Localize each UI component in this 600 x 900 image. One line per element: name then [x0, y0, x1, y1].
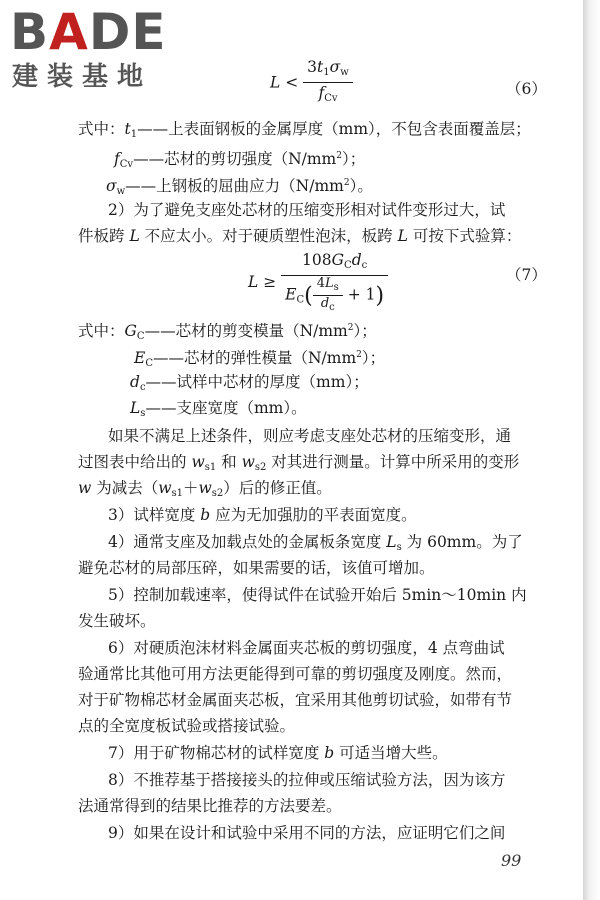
logo-subtitle: 建装基地 [12, 62, 153, 92]
def-t1: 式中：$t_1——$上表面钢板的金属厚度（mm），不包含表面覆盖层； [78, 120, 531, 140]
para-4-line-1: 4）通常支座及加载点处的金属板条宽度 $L_s$ 为 60mm。为了 [108, 533, 523, 553]
para-b-line-3: w 为减去$(w_{s1}+w_{s2})$后的修正值。 [78, 479, 332, 499]
page-edge-shadow [583, 0, 600, 900]
para-6-line-2: 验通常比其他可用方法更能得到可靠的剪切强度及刚度。然而， [78, 665, 513, 683]
def-dc: $d_c——$试样中芯材的厚度（mm）； [130, 373, 369, 393]
para-2-line-2: 件板跨 L 不应太小。对于硬质塑性泡沫，板跨 L 可按下式验算： [78, 227, 522, 245]
equation-6-number: （6） [506, 80, 547, 98]
para-b-line-1: 如果不满足上述条件，则应考虑支座处芯材的压缩变形，通 [108, 427, 512, 445]
page-number: 99 [501, 851, 522, 870]
para-6-line-3: 对于矿物棉芯材金属面夹芯板，宜采用其他剪切试验，如带有节 [78, 691, 513, 709]
logo-wordmark: BADE [10, 3, 167, 61]
para-8-line-2: 法通常得到的结果比推荐的方法要差。 [78, 797, 342, 815]
para-8-line-1: 8）不推荐基于搭接接头的拉伸或压缩试验方法，因为该方 [108, 771, 506, 789]
para-6-line-1: 6）对硬质泡沫材料金属面夹芯板的剪切强度，4 点弯曲试 [108, 639, 505, 657]
para-5-line-2: 发生破坏。 [78, 612, 156, 630]
def-fcv: $f_{Cv}——$芯材的剪切强度$(N/mm^2)$； [114, 150, 366, 170]
def-gc: 式中：$G_C——$芯材的剪变模量$(N/mm^2)$； [78, 322, 377, 342]
para-9-line-1: 9）如果在设计和试验中采用不同的方法，应证明它们之间 [108, 824, 506, 842]
def-sigma-w: $\sigma_w——$上钢板的屈曲应力$(N/mm^2)$。 [106, 177, 373, 197]
equation-7: L ≥ $108G_Cd_c$ $E_C$( $\frac{4L_s}{d_c}$ + 1) [248, 251, 388, 315]
para-b-line-2: 过图表中给出的 $w_{s1}$ 和 $w_{s2}$ 对其进行测量。计算中所采用的变形 [78, 453, 520, 473]
def-ls: $L_s——$支座宽度（mm）。 [130, 399, 307, 419]
para-4-line-2: 避免芯材的局部压碎，如果需要的话，该值可增加。 [78, 559, 435, 577]
para-3: 3）试样宽度 b 应为无加强肋的平表面宽度。 [108, 506, 417, 524]
def-ec: $E_C——$芯材的弹性模量$(N/mm^2)$； [134, 349, 386, 369]
para-5-line-1: 5）控制加载速率，使得试件在试验开始后 5min～10min 内 [108, 586, 527, 604]
equation-6: L < $\frac{3t_1\sigma_w}{f_{Cv}}$ [270, 58, 353, 109]
para-2-line-1: 2）为了避免支座处芯材的压缩变形相对试件变形过大，试 [108, 201, 506, 219]
logo [10, 3, 180, 94]
para-6-line-4: 点的全宽度板试验或搭接试验。 [78, 717, 296, 735]
para-7: 7）用于矿物棉芯材的试样宽度 b 可适当增大些。 [108, 744, 448, 762]
equation-7-number: （7） [506, 266, 547, 284]
